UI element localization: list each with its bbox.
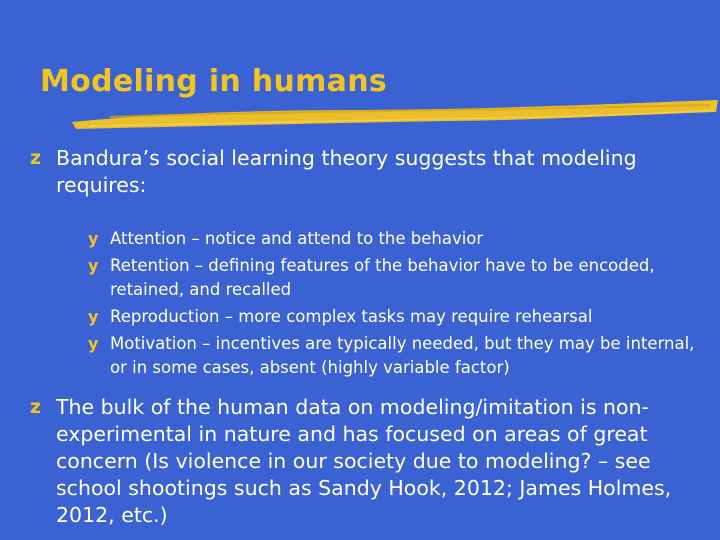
bullet-bandura-text: Bandura’s social learning theory suggests that modeling requires:	[56, 146, 637, 197]
sub-bullet-marker: y	[88, 307, 99, 326]
requirement-text: Motivation – incentives are typically needed, but they may be internal, or in some cases, absent (highly variable factor)	[110, 334, 695, 377]
title-brush-underline	[70, 98, 720, 132]
bullet-marker: z	[30, 147, 42, 169]
bullet-human-data	[24, 394, 714, 529]
requirement-text: Attention – notice and attend to the behavior	[110, 229, 484, 248]
bullet-human-data-item	[24, 394, 714, 529]
bullet-bandura	[24, 145, 694, 383]
sub-bullet-marker: y	[88, 256, 99, 275]
slide-title: Modeling in humans	[40, 64, 388, 99]
requirement-attention	[86, 227, 696, 251]
requirement-retention	[86, 254, 696, 302]
bullet-bandura-item	[24, 145, 694, 199]
requirement-reproduction	[86, 305, 696, 329]
bullet-marker: z	[30, 396, 42, 418]
requirement-motivation	[86, 332, 696, 380]
requirements-list	[86, 227, 696, 380]
requirement-text: Retention – defining features of the behavior have to be encoded, retained, and recalled	[110, 256, 655, 299]
sub-bullet-marker: y	[88, 334, 99, 353]
sub-bullet-marker: y	[88, 229, 99, 248]
requirement-text: Reproduction – more complex tasks may require rehearsal	[110, 307, 593, 326]
bullet-human-data-text: The bulk of the human data on modeling/imitation is non-experimental in nature and has focused on areas of great concern (Is violence in our society due to modeling? – see school shootings such as Sandy Hook, 2012; James Holmes, 2012, etc.)	[56, 395, 672, 527]
